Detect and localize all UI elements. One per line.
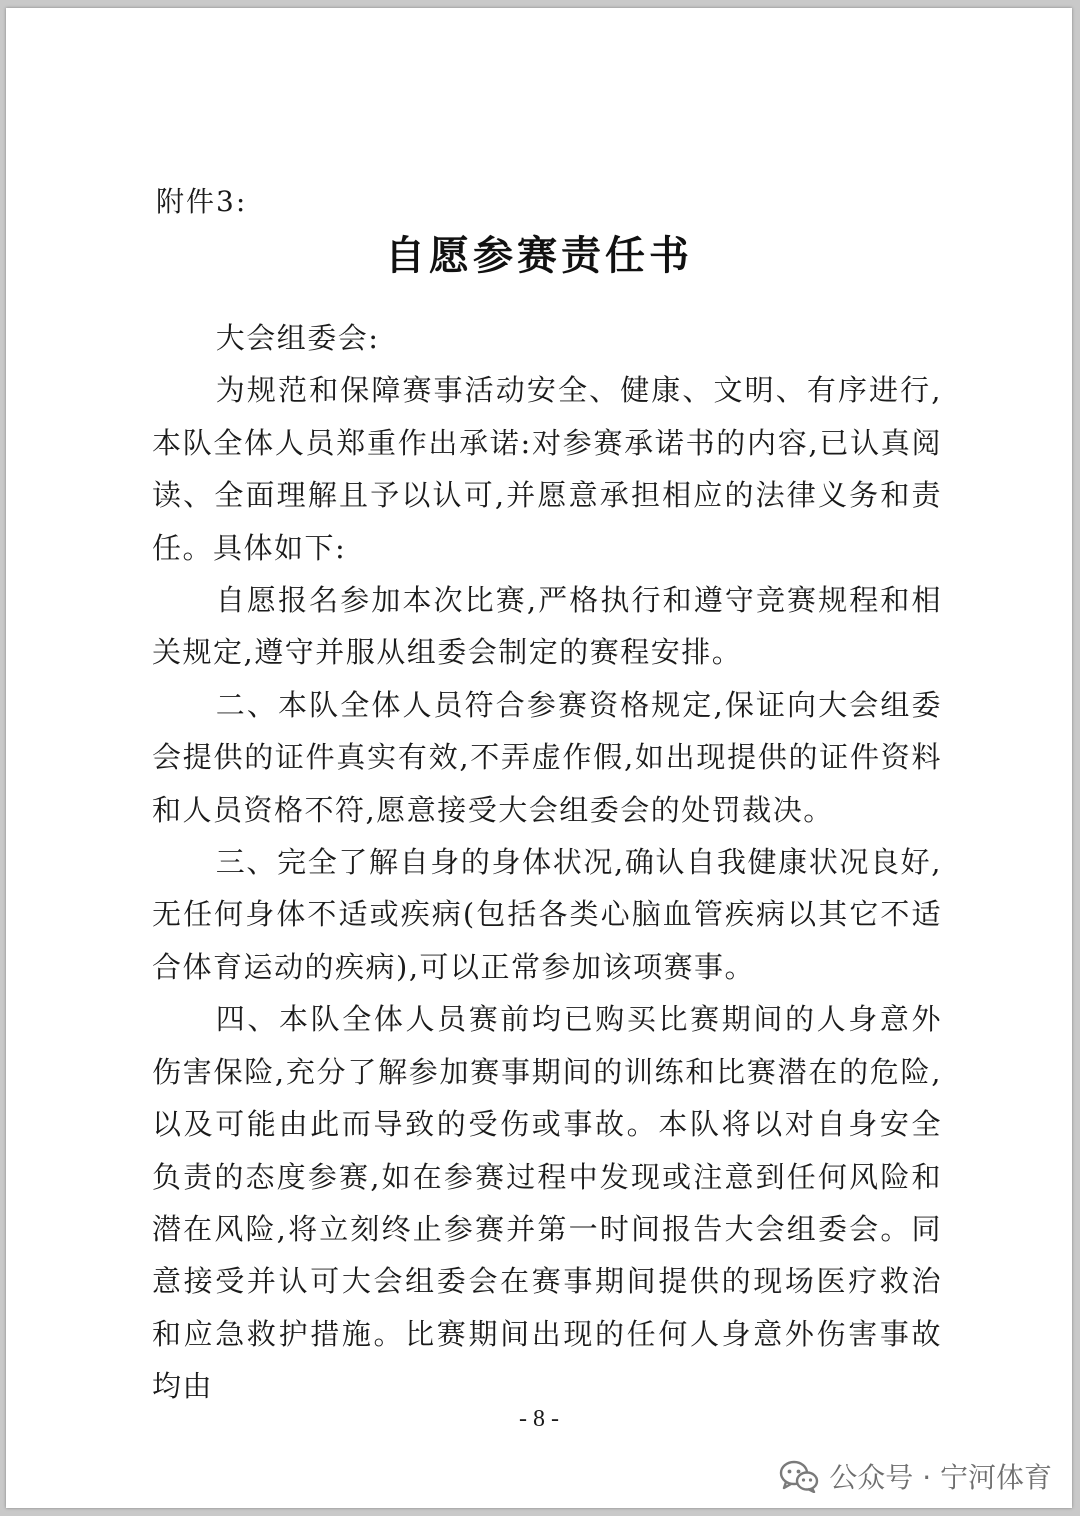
page-number: - 8 - xyxy=(519,1406,559,1432)
document-body xyxy=(152,312,942,1413)
paragraph-item-4: 四、本队全体人员赛前均已购买比赛期间的人身意外伤害保险,充分了解参加赛事期间的训练和比赛潜在的危险,以及可能由此而导致的受伤或事故。本队将以对自身安全负责的态度参赛,如在参赛过程中发现或注意到任何风险和潜在风险,将立刻终止参赛并第一时间报告大会组委会。同意接受并认可大会组委会在赛事期间提供的现场医疗救治和应急救护措施。比赛期间出现的任何人身意外伤害事故均由 xyxy=(152,1002,942,1404)
watermark-text: 公众号 · 宁河体育 xyxy=(829,1461,1052,1494)
wechat-watermark xyxy=(779,1456,1052,1496)
wechat-icon xyxy=(779,1459,819,1493)
paragraph-item-1: 自愿报名参加本次比赛,严格执行和遵守竞赛规程和相关规定,遵守并服从组委会制定的赛程安排。 xyxy=(152,583,942,670)
paragraph-item-2: 二、本队全体人员符合参赛资格规定,保证向大会组委会提供的证件真实有效,不弄虚作假,如出现提供的证件资料和人员资格不符,愿意接受大会组委会的处罚裁决。 xyxy=(152,687,942,827)
salutation: 大会组委会: xyxy=(215,321,380,355)
attachment-label: 附件3: xyxy=(156,185,248,218)
document-page xyxy=(6,8,1072,1508)
document-title: 自愿参赛责任书 xyxy=(385,233,693,279)
paragraph-item-3: 三、完全了解自身的身体状况,确认自我健康状况良好,无任何身体不适或疾病(包括各类心脑血管疾病以其它不适合体育运动的疾病),可以正常参加该项赛事。 xyxy=(152,845,942,984)
paragraph-intro: 为规范和保障赛事活动安全、健康、文明、有序进行,本队全体人员郑重作出承诺:对参赛承诺书的内容,已认真阅读、全面理解且予以认可,并愿意承担相应的法律义务和责任。具体如下: xyxy=(152,373,942,565)
